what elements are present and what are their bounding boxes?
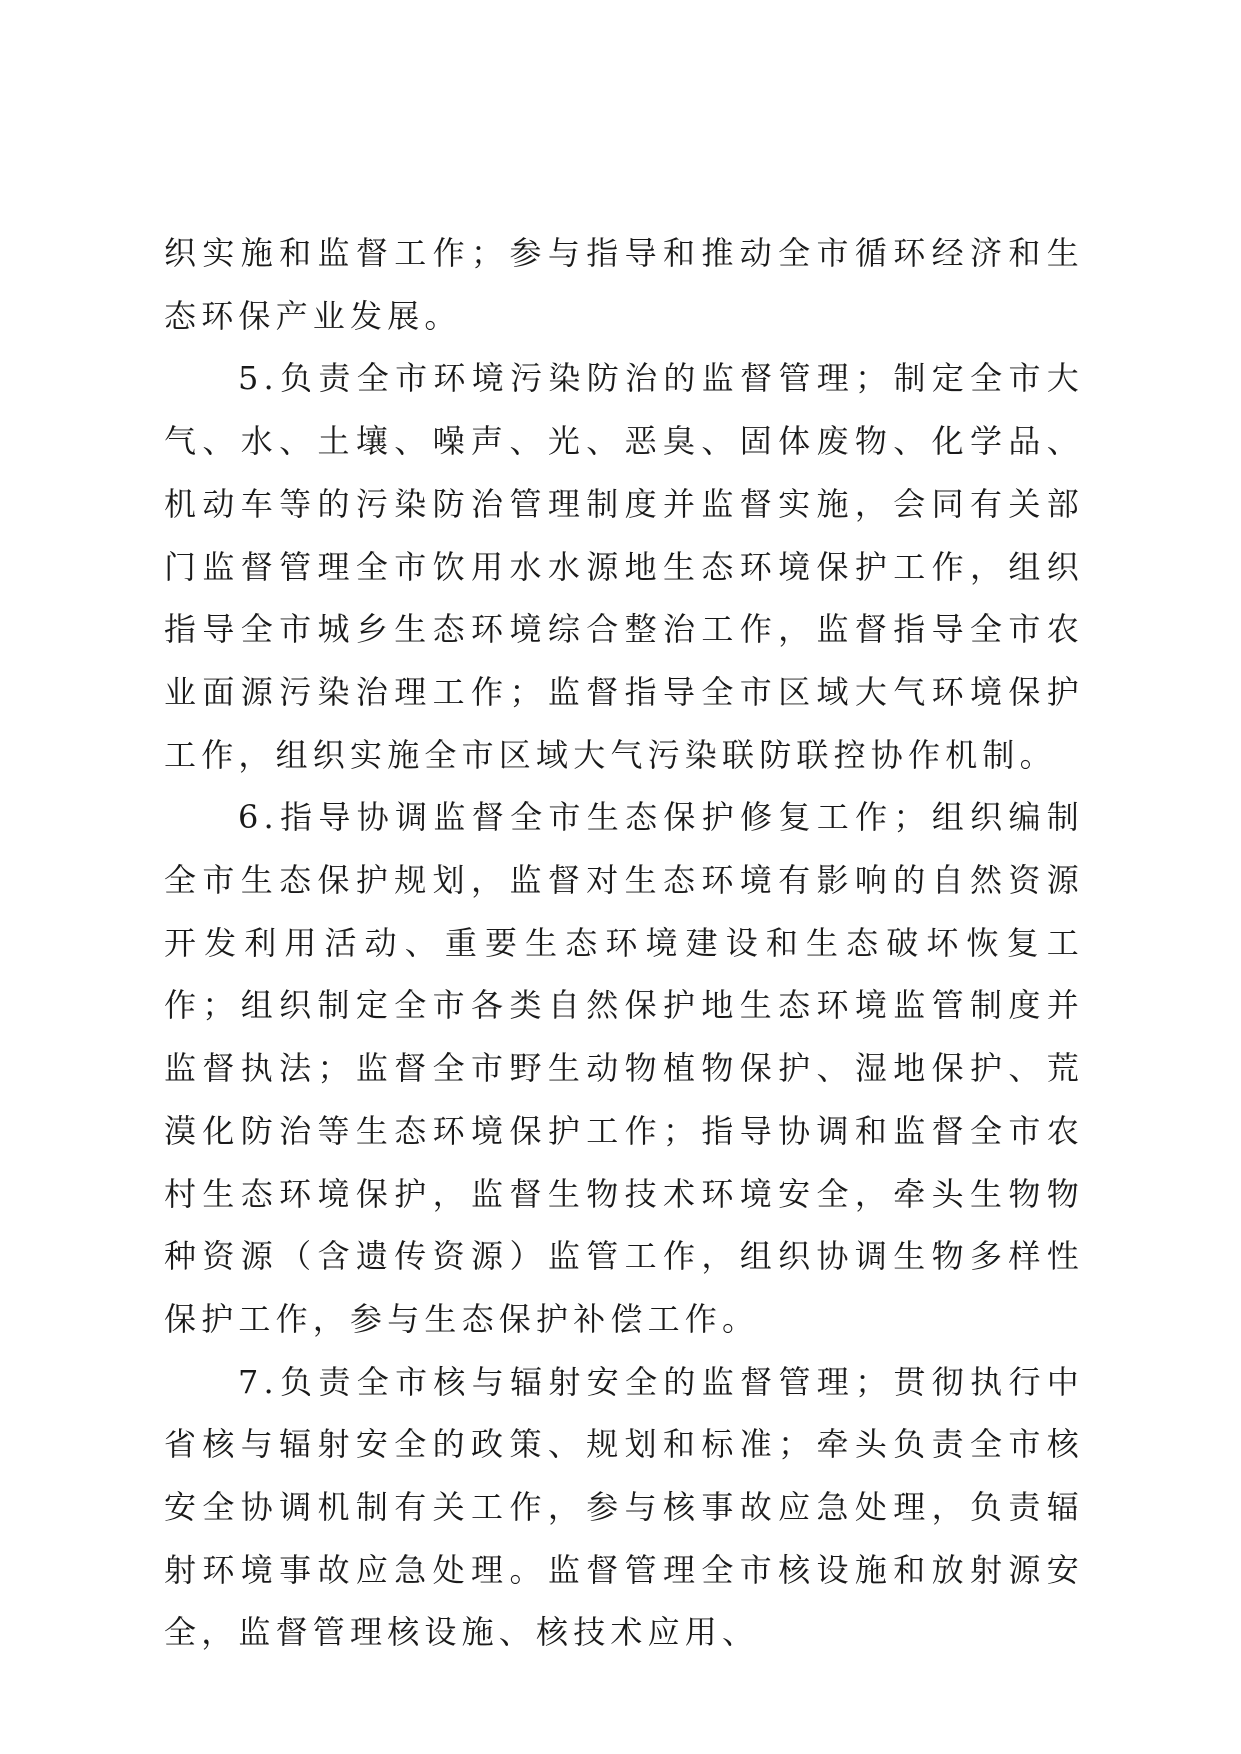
paragraph-item-7: 7.负责全市核与辐射安全的监督管理；贯彻执行中省核与辐射安全的政策、规划和标准；牵头负责全市核安全协调机制有关工作，参与核事故应急处理，负责辐射环境事故应急处理。监督管理全市核设施和放射源安全，监督管理核设施、核技术应用、 [164,1362,1084,1652]
paragraph-continuation: 织实施和监督工作；参与指导和推动全市循环经济和生态环保产业发展。 [164,234,1084,335]
document-body [164,222,1084,1664]
paragraph-item-6: 6.指导协调监督全市生态保护修复工作；组织编制全市生态保护规划，监督对生态环境有影响的自然资源开发利用活动、重要生态环境建设和生态破坏恢复工作；组织制定全市各类自然保护地生态环境监管制度并监督执法；监督全市野生动物植物保护、湿地保护、荒漠化防治等生态环境保护工作；指导协调和监督全市农村生态环境保护，监督生物技术环境安全，牵头生物物种资源（含遗传资源）监管工作，组织协调生物多样性保护工作，参与生态保护补偿工作。 [164,798,1084,1338]
paragraph-item-5: 5.负责全市环境污染防治的监督管理；制定全市大气、水、土壤、噪声、光、恶臭、固体废物、化学品、机动车等的污染防治管理制度并监督实施，会同有关部门监督管理全市饮用水水源地生态环境保护工作，组织指导全市城乡生态环境综合整治工作，监督指导全市农业面源污染治理工作；监督指导全市区域大气环境保护工作，组织实施全市区域大气污染联防联控协作机制。 [164,359,1084,774]
